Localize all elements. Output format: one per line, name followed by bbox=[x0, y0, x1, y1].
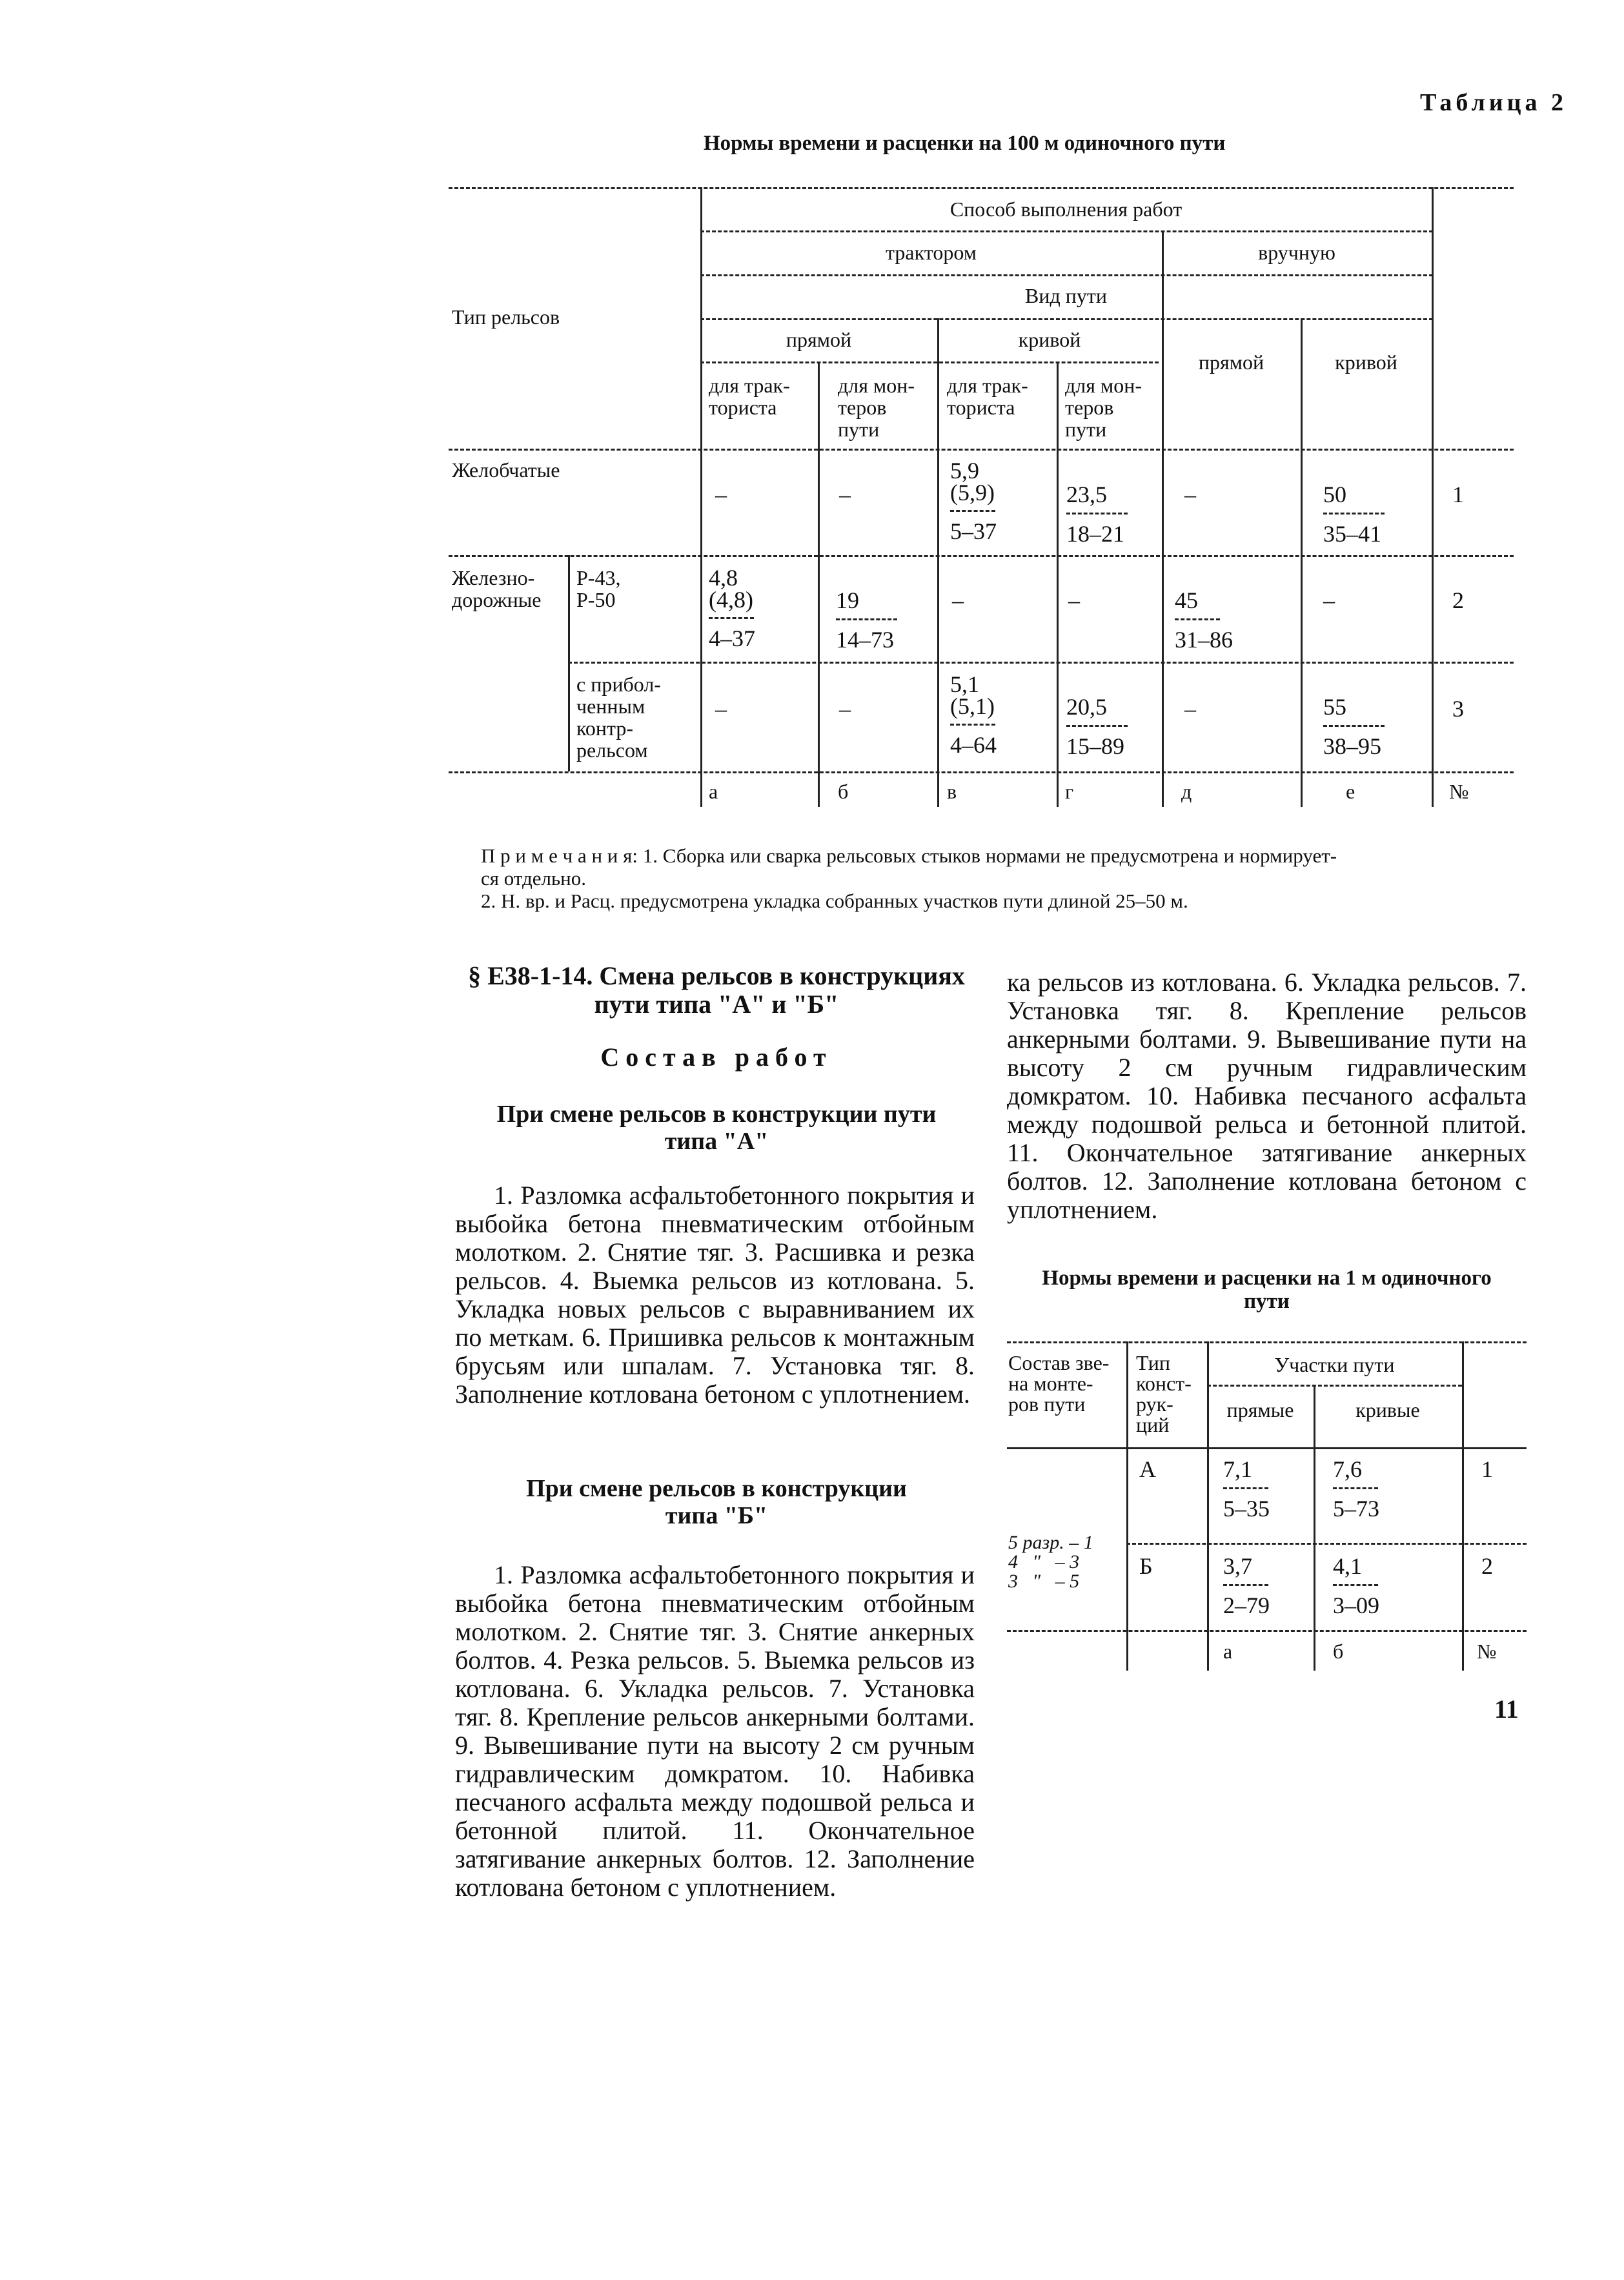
dash: – bbox=[1184, 482, 1196, 507]
table3-title: Нормы времени и расценки на 1 м одиночного пути bbox=[1042, 1267, 1492, 1313]
manual-curved-header: кривой bbox=[1335, 351, 1397, 374]
value-fraction bbox=[836, 589, 897, 651]
method-header: Способ выполнения работ bbox=[949, 198, 1182, 221]
col-a-header: для трак- ториста bbox=[709, 374, 790, 419]
subheading-type-a: При смене рельсов в конструкции пути типа "А" bbox=[496, 1101, 937, 1155]
value-fraction bbox=[1333, 1554, 1379, 1617]
value-top: 5,1 (5,1) bbox=[950, 671, 995, 719]
dash: – bbox=[952, 587, 964, 613]
row-number: 2 bbox=[1452, 587, 1464, 613]
value-top: 20,5 bbox=[1066, 694, 1107, 720]
value-top: 23,5 bbox=[1066, 482, 1107, 507]
column-letter: б bbox=[1333, 1640, 1344, 1663]
value-fraction bbox=[1066, 483, 1128, 545]
manual-straight-header: прямой bbox=[1198, 351, 1264, 374]
column-letter: № bbox=[1477, 1640, 1497, 1663]
value-bottom: 5–73 bbox=[1333, 1496, 1379, 1522]
composition-heading: Состав работ bbox=[600, 1043, 833, 1072]
value-top: 55 bbox=[1323, 694, 1346, 720]
column-letter: б bbox=[838, 780, 849, 803]
value-top: 3,7 bbox=[1223, 1553, 1252, 1579]
value-bottom: 35–41 bbox=[1323, 521, 1381, 547]
value-fraction bbox=[950, 460, 997, 543]
value-bottom: 4–37 bbox=[709, 626, 755, 651]
value-top: 7,6 bbox=[1333, 1456, 1362, 1482]
value-top: 4,1 bbox=[1333, 1553, 1362, 1579]
row-number: 2 bbox=[1481, 1553, 1493, 1579]
value-top: 50 bbox=[1323, 482, 1346, 507]
manual-header: вручную bbox=[1258, 241, 1335, 264]
col-g-header: для мон- теров пути bbox=[1065, 374, 1142, 441]
value-top: 5,9 (5,9) bbox=[950, 458, 995, 505]
value-fraction bbox=[1066, 695, 1128, 758]
paragraph-type-a: 1. Разломка асфальтобетонного покрытия и выбойка бетона пневматическим отбойным молотком. 2. Снятие тяг. 3. Расшивка и резка рельсов. 4. Выемка рельсов из котлована. 5. Укладка новых рельсов с выравниванием их по меткам. 6. Пришивка рельсов к монтажным брусьям или шпалам. 7. Установка тяг. 8. Заполнение котлована бетоном с уплотнением. bbox=[455, 1181, 975, 1409]
value-bottom: 4–64 bbox=[950, 732, 997, 758]
value-bottom: 14–73 bbox=[836, 627, 894, 653]
table-label: Таблица 2 bbox=[1420, 89, 1568, 116]
straight-header: прямые bbox=[1226, 1398, 1294, 1421]
straight-header: прямой bbox=[786, 328, 852, 351]
section-heading: § Е38-1-14. Смена рельсов в конструкциях пути типа "А" и "Б" bbox=[468, 961, 965, 1019]
paragraph-type-b-continued: ка рельсов из котлована. 6. Укладка рельсов. 7. Установка тяг. 8. Крепление рельсов анкерными болтами. 9. Вывешивание пути на высоту 2 см ручным гидравлическим домкратом. 10. Набивка песчаного асфальта между подошвой рельса и бетонной плитой. 11. Окончательное затягивание анкерных болтов. 12. Заполнение котлована бетоном с уплотнением. bbox=[1007, 968, 1527, 1224]
note-line: ся отдельно. bbox=[481, 867, 586, 890]
page-number: 11 bbox=[1494, 1695, 1519, 1724]
rail-type-header: Тип рельсов bbox=[452, 305, 560, 329]
value-top: 4,8 (4,8) bbox=[709, 565, 753, 613]
value-fraction bbox=[709, 567, 755, 650]
column-letter: в bbox=[947, 780, 957, 803]
value-top: 7,1 bbox=[1223, 1456, 1252, 1482]
row-number: 1 bbox=[1452, 482, 1464, 507]
value-bottom: 2–79 bbox=[1223, 1593, 1270, 1618]
row-label: Железно- дорожные bbox=[452, 566, 542, 611]
crew-header: Состав зве- на монте- ров пути bbox=[1008, 1351, 1110, 1416]
row-sublabel: с прибол- ченным контр- рельсом bbox=[576, 673, 661, 762]
subheading-type-b: При смене рельсов в конструкции типа "Б" bbox=[526, 1475, 907, 1529]
construction-type: А bbox=[1139, 1456, 1156, 1482]
sections-header: Участки пути bbox=[1274, 1353, 1395, 1376]
note-line: П р и м е ч а н и я: 1. Сборка или сварка рельсовых стыков нормами не предусмотрена и нормирует- bbox=[481, 844, 1337, 867]
table2-title: Нормы времени и расценки на 100 м одиночного пути bbox=[704, 132, 1226, 155]
construction-type: Б bbox=[1139, 1553, 1153, 1579]
value-fraction bbox=[1223, 1554, 1270, 1617]
paragraph-type-b: 1. Разломка асфальтобетонного покрытия и выбойка бетона пневматическим отбойным молотком. 2. Снятие тяг. 3. Снятие анкерных болтов. 4. Резка рельсов. 5. Выемка рельсов из котлована. 6. Укладка рельсов. 7. Установка тяг. 8. Крепление рельсов анкерными болтами. 9. Вывешивание пути на высоту 2 см ручным гидравлическим домкратом. 10. Набивка песчаного асфальта между подошвой рельса и бетонной плитой. 11. Окончательное затягивание анкерных болтов. 12. Заполнение котлована бетоном с уплотнением. bbox=[455, 1560, 975, 1902]
row-number: 3 bbox=[1452, 696, 1464, 722]
value-top: 45 bbox=[1175, 587, 1198, 613]
note-line: 2. Н. вр. и Расц. предусмотрена укладка собранных участков пути длиной 25–50 м. bbox=[481, 890, 1188, 912]
col-v-header: для трак- ториста bbox=[947, 374, 1028, 419]
value-fraction bbox=[1323, 483, 1385, 545]
value-fraction bbox=[950, 673, 997, 757]
dash: – bbox=[715, 482, 727, 507]
dash: – bbox=[1323, 587, 1335, 613]
track-type-header: Вид пути bbox=[1025, 284, 1107, 307]
column-letter: а bbox=[709, 780, 718, 803]
value-fraction bbox=[1323, 695, 1385, 758]
tractor-header: трактором bbox=[886, 241, 977, 264]
value-bottom: 18–21 bbox=[1066, 521, 1124, 547]
value-fraction bbox=[1223, 1458, 1270, 1520]
crew-composition: 5 разр. – 1 4 " – 3 3 " – 5 bbox=[1008, 1532, 1093, 1592]
column-letter: г bbox=[1065, 780, 1074, 803]
value-fraction bbox=[1175, 589, 1233, 651]
dash: – bbox=[715, 696, 727, 722]
column-letter: а bbox=[1223, 1640, 1233, 1663]
row-number: 1 bbox=[1481, 1456, 1493, 1482]
column-letter: е bbox=[1346, 780, 1355, 803]
dash: – bbox=[839, 482, 851, 507]
value-fraction bbox=[1333, 1458, 1379, 1520]
column-letter: д bbox=[1181, 780, 1192, 803]
column-letter: № bbox=[1449, 780, 1469, 803]
col-b-header: для мон- теров пути bbox=[838, 374, 915, 441]
curved-header: кривой bbox=[1018, 328, 1081, 351]
value-bottom: 3–09 bbox=[1333, 1593, 1379, 1618]
curved-header: кривые bbox=[1355, 1398, 1420, 1421]
value-bottom: 31–86 bbox=[1175, 627, 1233, 653]
value-bottom: 15–89 bbox=[1066, 733, 1124, 759]
value-bottom: 5–37 bbox=[950, 518, 997, 544]
row-label: Желобчатые bbox=[452, 458, 560, 482]
dash: – bbox=[1184, 696, 1196, 722]
value-bottom: 5–35 bbox=[1223, 1496, 1270, 1522]
row-sublabel: Р-43, Р-50 bbox=[576, 566, 621, 611]
value-top: 19 bbox=[836, 587, 859, 613]
value-bottom: 38–95 bbox=[1323, 733, 1381, 759]
dash: – bbox=[839, 696, 851, 722]
dash: – bbox=[1068, 587, 1080, 613]
type-header: Тип конст- рук- ций bbox=[1136, 1351, 1192, 1436]
